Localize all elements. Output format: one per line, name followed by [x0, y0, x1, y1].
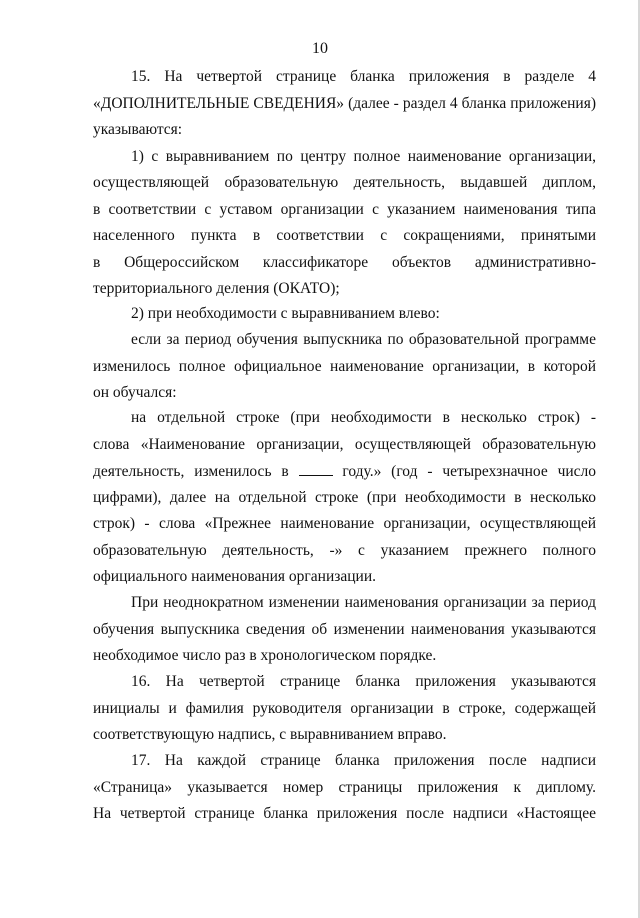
text-line: осуществляющей образовательную деятельность, выдавшей диплом, [93, 174, 596, 191]
text-line: образовательную деятельность, -» с указанием прежнего полного [93, 542, 596, 559]
text-line: «Страница» указывается номер страницы приложения к диплому. [93, 779, 596, 796]
text-line: территориального деления (ОКАТО); [93, 280, 340, 297]
text-line: 2) при необходимости с выравниванием влево: [131, 305, 440, 322]
text-line: он обучался: [93, 384, 177, 401]
text-line: официального наименования организации. [93, 568, 377, 585]
text-line: При неоднократном изменении наименования организации за период [131, 594, 596, 611]
text-line [93, 461, 596, 482]
text-line: На четвертой странице бланка приложения после надписи «Настоящее [93, 805, 596, 822]
text-line: в Общероссийском классификаторе объектов административно- [93, 254, 596, 271]
text-line: 1) с выравниванием по центру полное наименование организации, [131, 148, 596, 165]
text-line: цифрами), далее на отдельной строке (при необходимости в несколько [93, 489, 596, 506]
text-line: обучения выпускника сведения об изменении наименования указываются [93, 621, 596, 638]
page-number: 10 [312, 40, 328, 57]
text-line: на отдельной строке (при необходимости в несколько строк) - [131, 409, 596, 426]
text-line: 15. На четвертой странице бланка приложения в разделе 4 [131, 68, 596, 85]
text-line: указываются: [93, 121, 183, 138]
text-fragment: году.» (год - четырехзначное число [342, 463, 597, 480]
text-line: если за период обучения выпускника по образовательной программе [131, 331, 596, 348]
text-line: «ДОПОЛНИТЕЛЬНЫЕ СВЕДЕНИЯ» (далее - раздел 4 бланка приложения) [93, 95, 596, 112]
text-fragment: деятельность, изменилось в [93, 463, 289, 480]
text-line: населенного пункта в соответствии с сокращениями, принятыми [93, 227, 596, 244]
text-line: изменилось полное официальное наименование организации, в которой [93, 358, 596, 375]
text-line: соответствующую надпись, с выравниванием вправо. [93, 726, 447, 743]
text-line: в соответствии с уставом организации с указанием наименования типа [93, 201, 596, 218]
text-line: строк) - слова «Прежнее наименование организации, осуществляющей [93, 515, 596, 532]
text-line: 17. На каждой странице бланка приложения после надписи [131, 752, 596, 769]
text-line: 16. На четвертой странице бланка приложения указываются [131, 673, 596, 690]
year-blank-underline [299, 461, 333, 476]
text-line: слова «Наименование организации, осуществляющей образовательную [93, 436, 596, 453]
text-line: необходимое число раз в хронологическом порядке. [93, 647, 437, 664]
text-line: инициалы и фамилия руководителя организации в строке, содержащей [93, 700, 596, 717]
